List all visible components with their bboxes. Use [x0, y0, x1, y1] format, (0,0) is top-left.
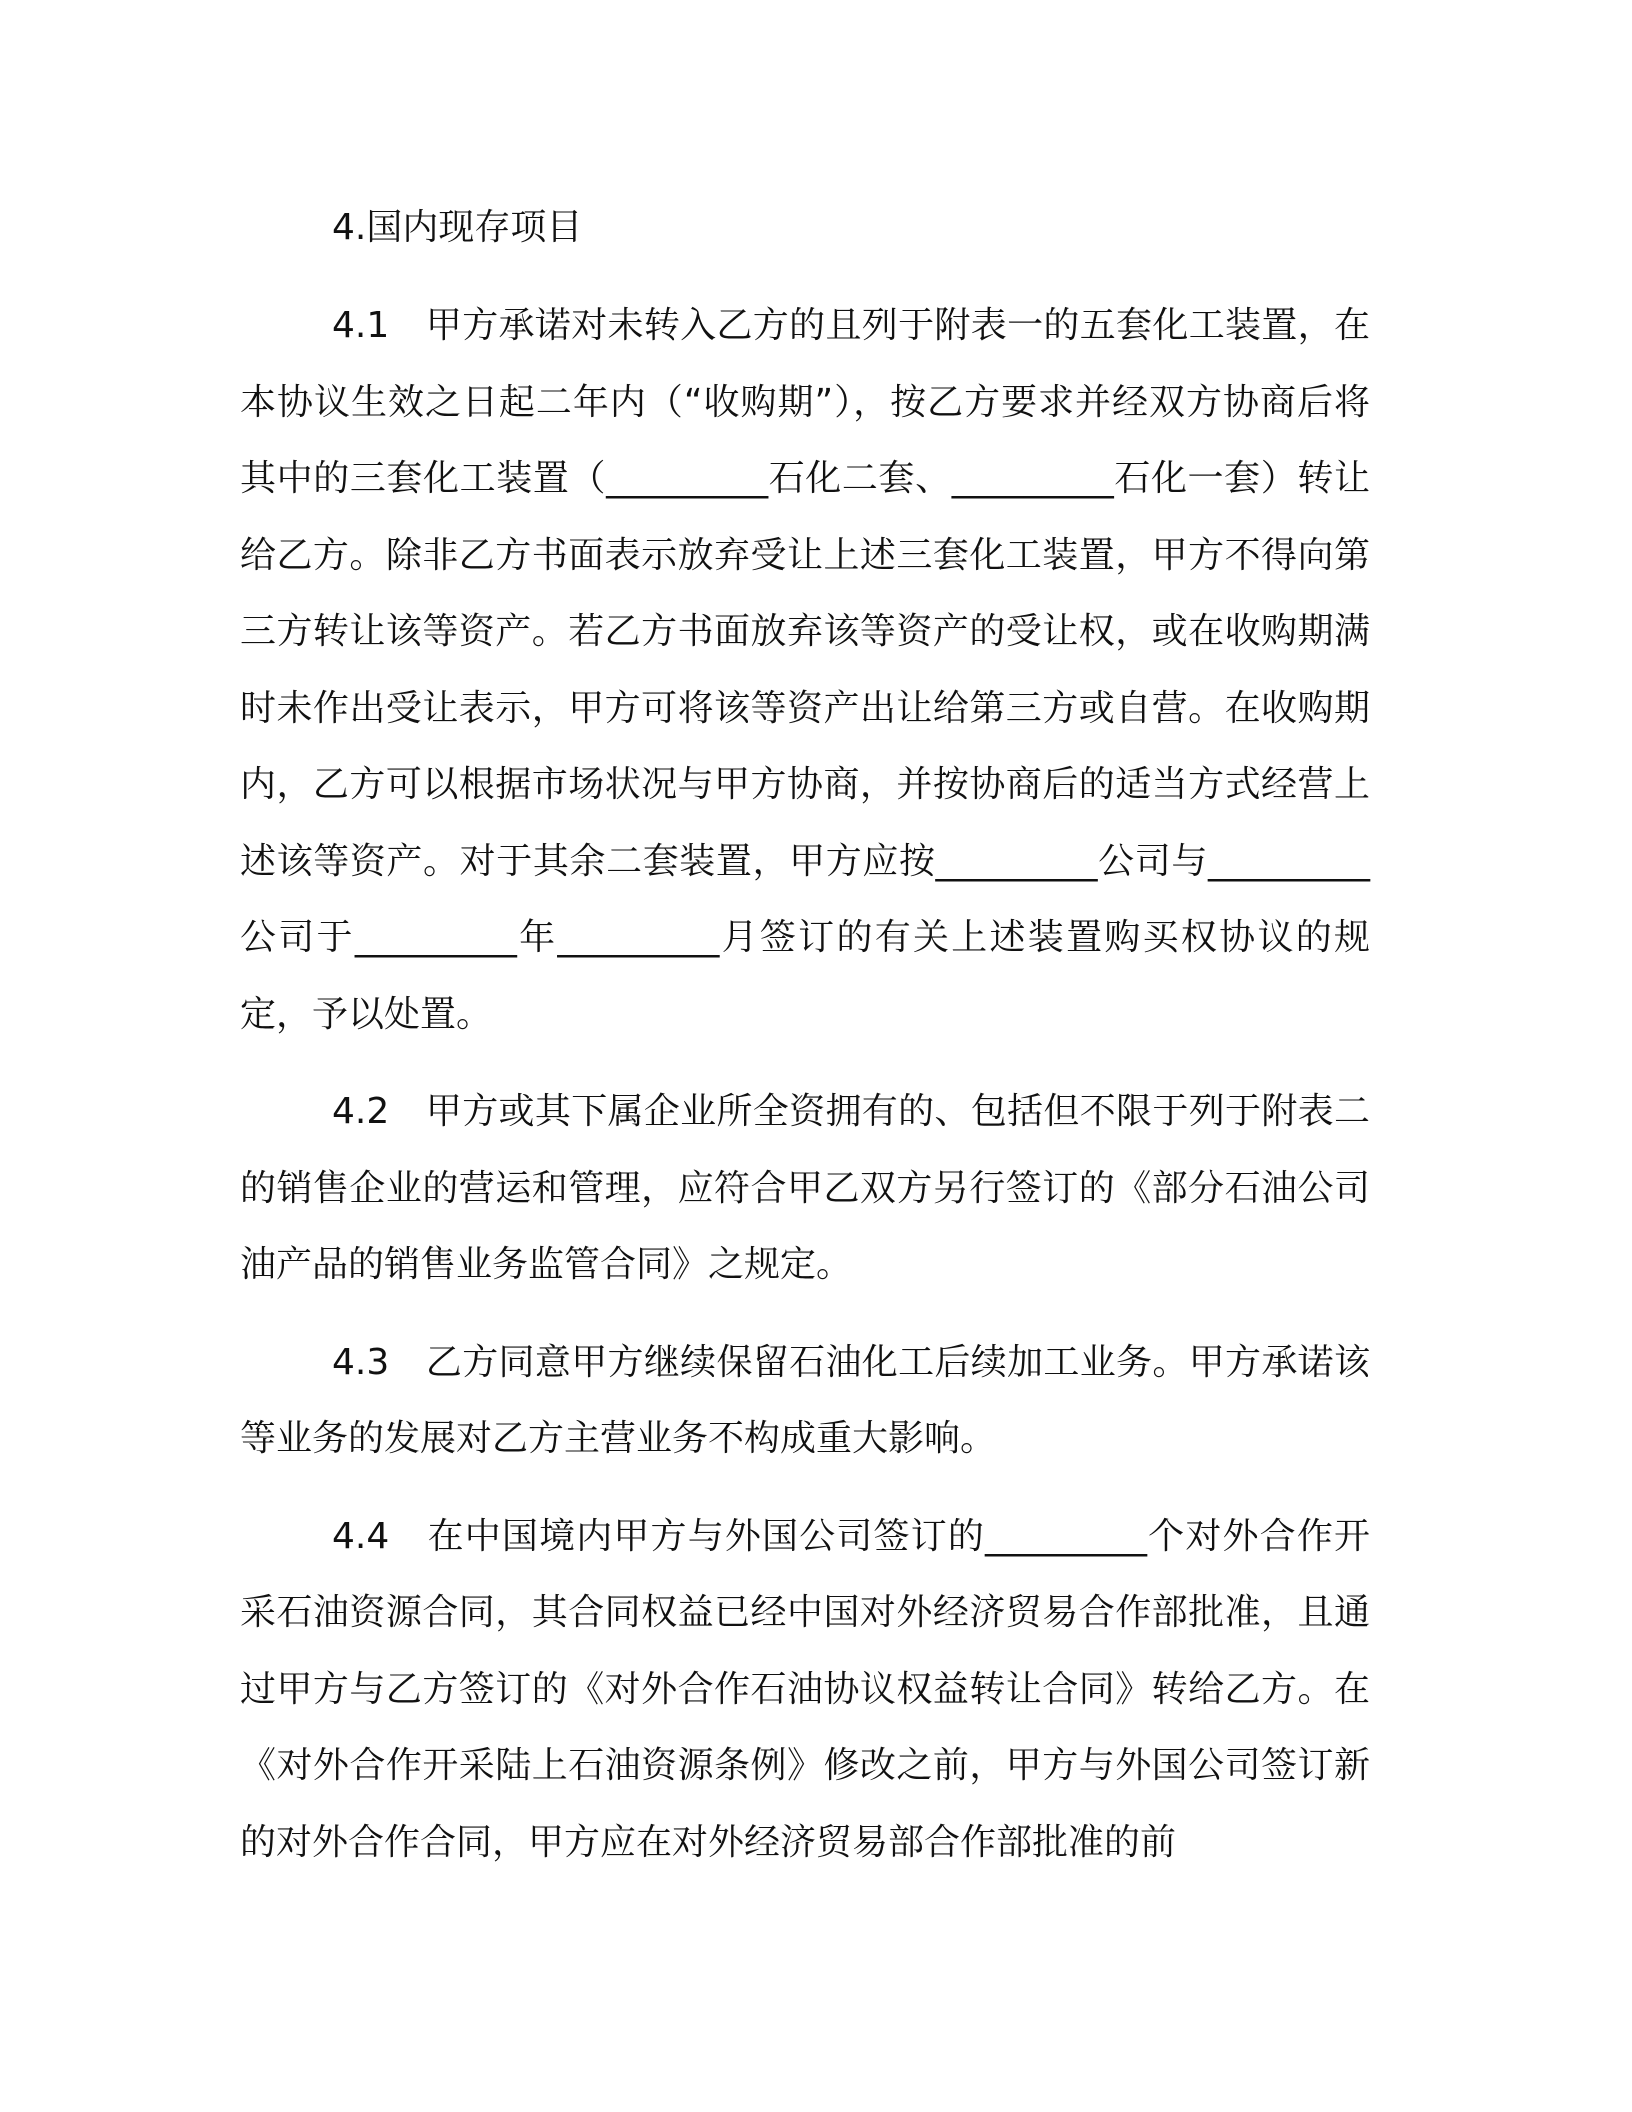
- document-body: [240, 190, 1370, 1881]
- clause-4-1: 4.1 甲方承诺对未转入乙方的且列于附表一的五套化工装置，在本协议生效之日起二年内（“收购期”），按乙方要求并经双方协商后将其中的三套化工装置（_________石化二套、_________石化一套）转让给乙方。除非乙方书面表示放弃受让上述三套化工装置，甲方不得向第三方转让该等资产。若乙方书面放弃该等资产的受让权，或在收购期满时未作出受让表示，甲方可将该等资产出让给第三方或自营。在收购期内，乙方可以根据市场状况与甲方协商，并按协商后的适当方式经营上述该等资产。对于其余二套装置，甲方应按_________公司与_________公司于_________年_________月签订的有关上述装置购买权协议的规定，予以处置。: [240, 305, 1370, 1035]
- clause-4-4: 4.4 在中国境内甲方与外国公司签订的_________个对外合作开采石油资源合同，其合同权益已经中国对外经济贸易合作部批准，且通过甲方与乙方签订的《对外合作石油协议权益转让合同》转给乙方。在《对外合作开采陆上石油资源条例》修改之前，甲方与外国公司签订新的对外合作合同，甲方应在对外经济贸易部合作部批准的前: [240, 1515, 1370, 1863]
- section-heading: 4.国内现存项目: [332, 207, 583, 248]
- clause-4-3: 4.3 乙方同意甲方继续保留石油化工后续加工业务。甲方承诺该等业务的发展对乙方主营业务不构成重大影响。: [240, 1341, 1370, 1459]
- clause-4-2: 4.2 甲方或其下属企业所全资拥有的、包括但不限于列于附表二的销售企业的营运和管理，应符合甲乙双方另行签订的《部分石油公司油产品的销售业务监管合同》之规定。: [240, 1091, 1370, 1285]
